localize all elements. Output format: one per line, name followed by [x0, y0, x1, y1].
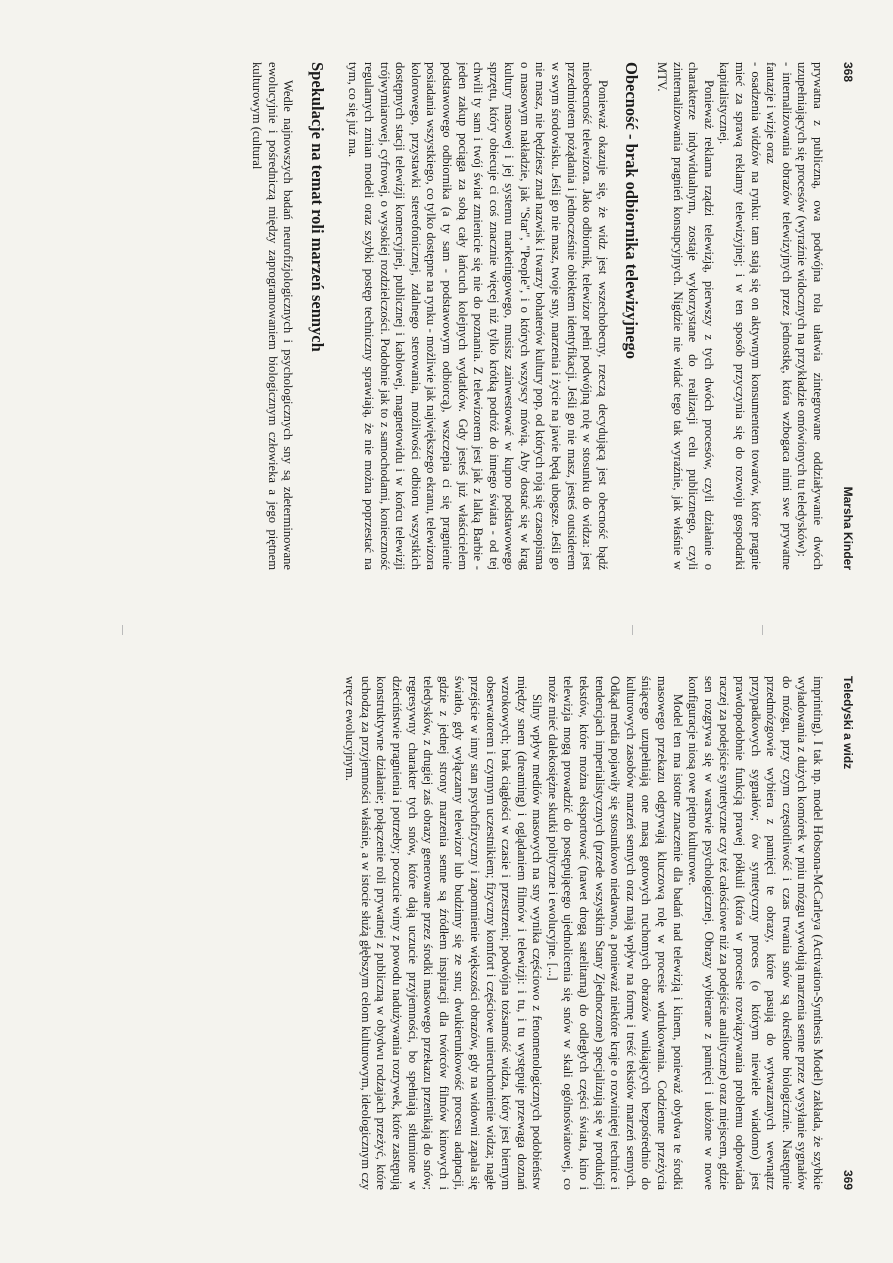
- right-page-number: 369: [841, 1169, 855, 1190]
- left-page-number: 368: [841, 62, 855, 83]
- right-page-column: [20, 676, 825, 1190]
- paragraph: Ponieważ reklama rządzi telewizją, pierwszy z tych dwóch procesów, czyli działanie o charakterze indywidualnym, zostaje wykorzystane do realizacji celu publicznego, czyli zinternalizowania pragnień konsupcyjnych. Nigdzie nie widać tego tak wyraźnie, jak właśnie w MTV.: [655, 62, 716, 570]
- paragraph: imprinting). I tak np. model Hobsona-McCarleya (Activation-Synthesis Model) zakłada, że szybkie wyładowania z dużych komórek w pniu mózgu wywołują marzenia senne przez wysyłanie sygnałów do mózgu, przy czym częstotliwość i czas trwania snów są określone biologicznie. Następnie przedmózgowie wybiera z pamięci te obrazy, które pasują do wytwarzanych wewnątrz przypadkowych sygnałów; ów syntetyczny proces (o którym niewiele wiadomo) jest prawdopodobnie funkcją prawej półkuli (która w procesie rozwiązywania problemu odpowiada raczej za podejście syntetyczne czy też całościowe niż za podejście analityczne) oraz miejscem, gdzie sen rozgrywa się w warstwie psychologicznej. Obrazy wybierane z pamięci i ułożone w nowe konfiguracje niosą owe piętno kulturowe.: [686, 676, 825, 1190]
- right-running-head: Teledyski a widz: [841, 676, 855, 770]
- gutter-mark: [122, 625, 123, 635]
- left-page-column: [20, 62, 825, 570]
- left-top-text: [653, 62, 825, 570]
- list-item: - osadzenia widzów na rynku: tam stają się on aktywnym konsumentem towarów, które pragnie mieć za sprawą reklamy telewizyjnej; i w ten sposób przyczynia się do rozwoju gospodarki kapitalistycznej.: [717, 62, 763, 570]
- paragraph: Ponieważ okazuje się, że widz jest wszechobecny, rzeczą decydującą jest obecność bądź nieobecność telewizora. Jako odbiornik, telewizor pełni podwójną rolę w stosunku do widza: jest przedmiotem pożądania i jednocześnie obiektem identyfikacji. Jeśli go nie masz, jesteś outsiderem w swym środowisku. Jeśli go nie masz, twoje sny, marzenia i życie na jawie będą ubogsze. Jeśli go nie masz, nie będziesz znał nazwisk i twarzy bohaterów kultury pop, od których roją się czasopisma o masowym nakładzie, jak "Star", "People", i o których wszyscy mówią. Aby dostać się w krąg kultury masowej i jej systemu marketingowego, musisz zainwestować w kupno podstawowego sprzętu, który obiecuje ci coś znacznie więcej niż tylko krótką podróż do innego świata - od tej chwili ty sam i twój świat zmienicie się nie do poznania. Z telewizorem jest jak z lalką Barbie - jeden zakup pociąga za sobą cały łańcuch kolejnych wydatków. Gdy jesteś już właścicielem podstawowego odbiornika (a ty sam - podstawowym odbiorcą), wszczepia ci się pragnienie posiadania wszystkiego, co tylko dostępne na rynku - możliwie jak największego ekranu, telewizora kolorowego, przystawki stereofonicznej, zdalnego sterowania, możliwości odbioru wszystkich dostępnych stacji telewizji komercyjnej, publicznej i kablowej, magnetowidu i w końcu telewizji trójwymiarowej, cyfrowej, o wysokiej rozdzielczości. Podobnie jak to z samochodami, konieczność regularnych zmian modeli oraz szybki postęp techniczny sprawiają, że nie można poprzestać na tym, co się już ma.: [346, 62, 610, 570]
- left-running-head: Marsha Kinder: [841, 486, 855, 570]
- paragraph: Model ten ma istotne znaczenie dla badań nad telewizją i kinem, ponieważ obydwa te środki masowego przekazu odgrywają kluczową rolę w procesie wdrukowania. Codzienne przeżycia śniącego uzupełniają one masą gotowych ruchomych obrazów wnikających bezpośrednio do kulturowych zasobów marzeń sennych oraz mają wpływ na formę i treść tekstów marzeń sennych. Odkąd media pojawiły się stosunkowo niedawno, a ponieważ niektóre kraje o rozwiniętej technice i tendencjach imperialistycznych (przede wszystkim Stany Zjednoczone) specjalizują się w produkcji tekstów, które można eksportować (nawet drogą satelitarną) do odległych części świata, kino i telewizja mogą prowadzić do postępującego ujednolicenia się snów w skali ogólnoświatowej, co może mieć dalekosiężne skutki polityczne i ewolucyjne. [...]: [545, 676, 685, 1190]
- paragraph: Wedle najnowszych badań neurofizjologicznych i psychologicznych sny są zdeterminowane ewolucyjnie i pośredniczą między zaprogramowaniem biologicznym człowieka a jego piętnem kulturowym (cultural: [250, 62, 296, 570]
- section-heading: Obecność - brak odbiornika telewizyjnego: [622, 62, 642, 359]
- paragraph: Silny wpływ mediów masowych na sny wynika częściowo z fenomenologicznych podobieństw między snem (dreaming) i oglądaniem filmów i telewizji: i tu, i tu występuje przewaga doznań wzrokowych; brak ciągłości w czasie i przestrzeni; podwójna tożsamość widza, który jest biernym obserwatorem i czynnym uczestnikiem; fizyczny komfort i częściowe unieruchomienie widza; nagłe przejście w inny stan psychofizyczny i zapomnienie większości obrazów, gdy na widowni zapala się światło, gdy wyłączamy telewizor lub budzimy się ze snu; dwukierunkowość procesu adaptacji, gdzie z jednej strony marzenia senne są źródłem inspiracji dla twórców filmów kinowych i teledysków, z drugiej zaś obrazy generowane przez środki masowego przekazu przenikają do snów; regresywny charakter tych snów, które dają uczucie przyjemności, bo spełniają stłumione w dzieciństwie pragnienia i potrzeby; poczucie winy z powodu nadużywania rozrywek, które zastępują konstruktywne działanie; połączenie roli prywatnej z publiczną w obydwu rodzajach przeżyć, które uchodzą za przyjemności właśnie, a w istocie służą głębszym celom kulturowym, ideologicznym czy wręcz ewolucyjnym.: [343, 676, 545, 1190]
- left-mid-text: [345, 62, 610, 570]
- left-bottom-text: [248, 62, 295, 570]
- paragraph: prywatna z publiczną, owa podwójna rola ułatwia zintegrowane oddziaływanie dwóch uzupełniających się procesów (wyraźnie widocznych na przykładzie omówionych tu teledysków):: [795, 62, 825, 570]
- list-item: - internalizowania obrazów telewizyjnych przez jednostkę, która wzbogaca nimi swe prywatne fantazje i wizje oraz: [764, 62, 794, 570]
- gutter-mark: [632, 625, 633, 635]
- gutter-mark: [762, 625, 763, 635]
- section-heading: Spekulacje na temat roli marzeń sennych: [307, 62, 327, 352]
